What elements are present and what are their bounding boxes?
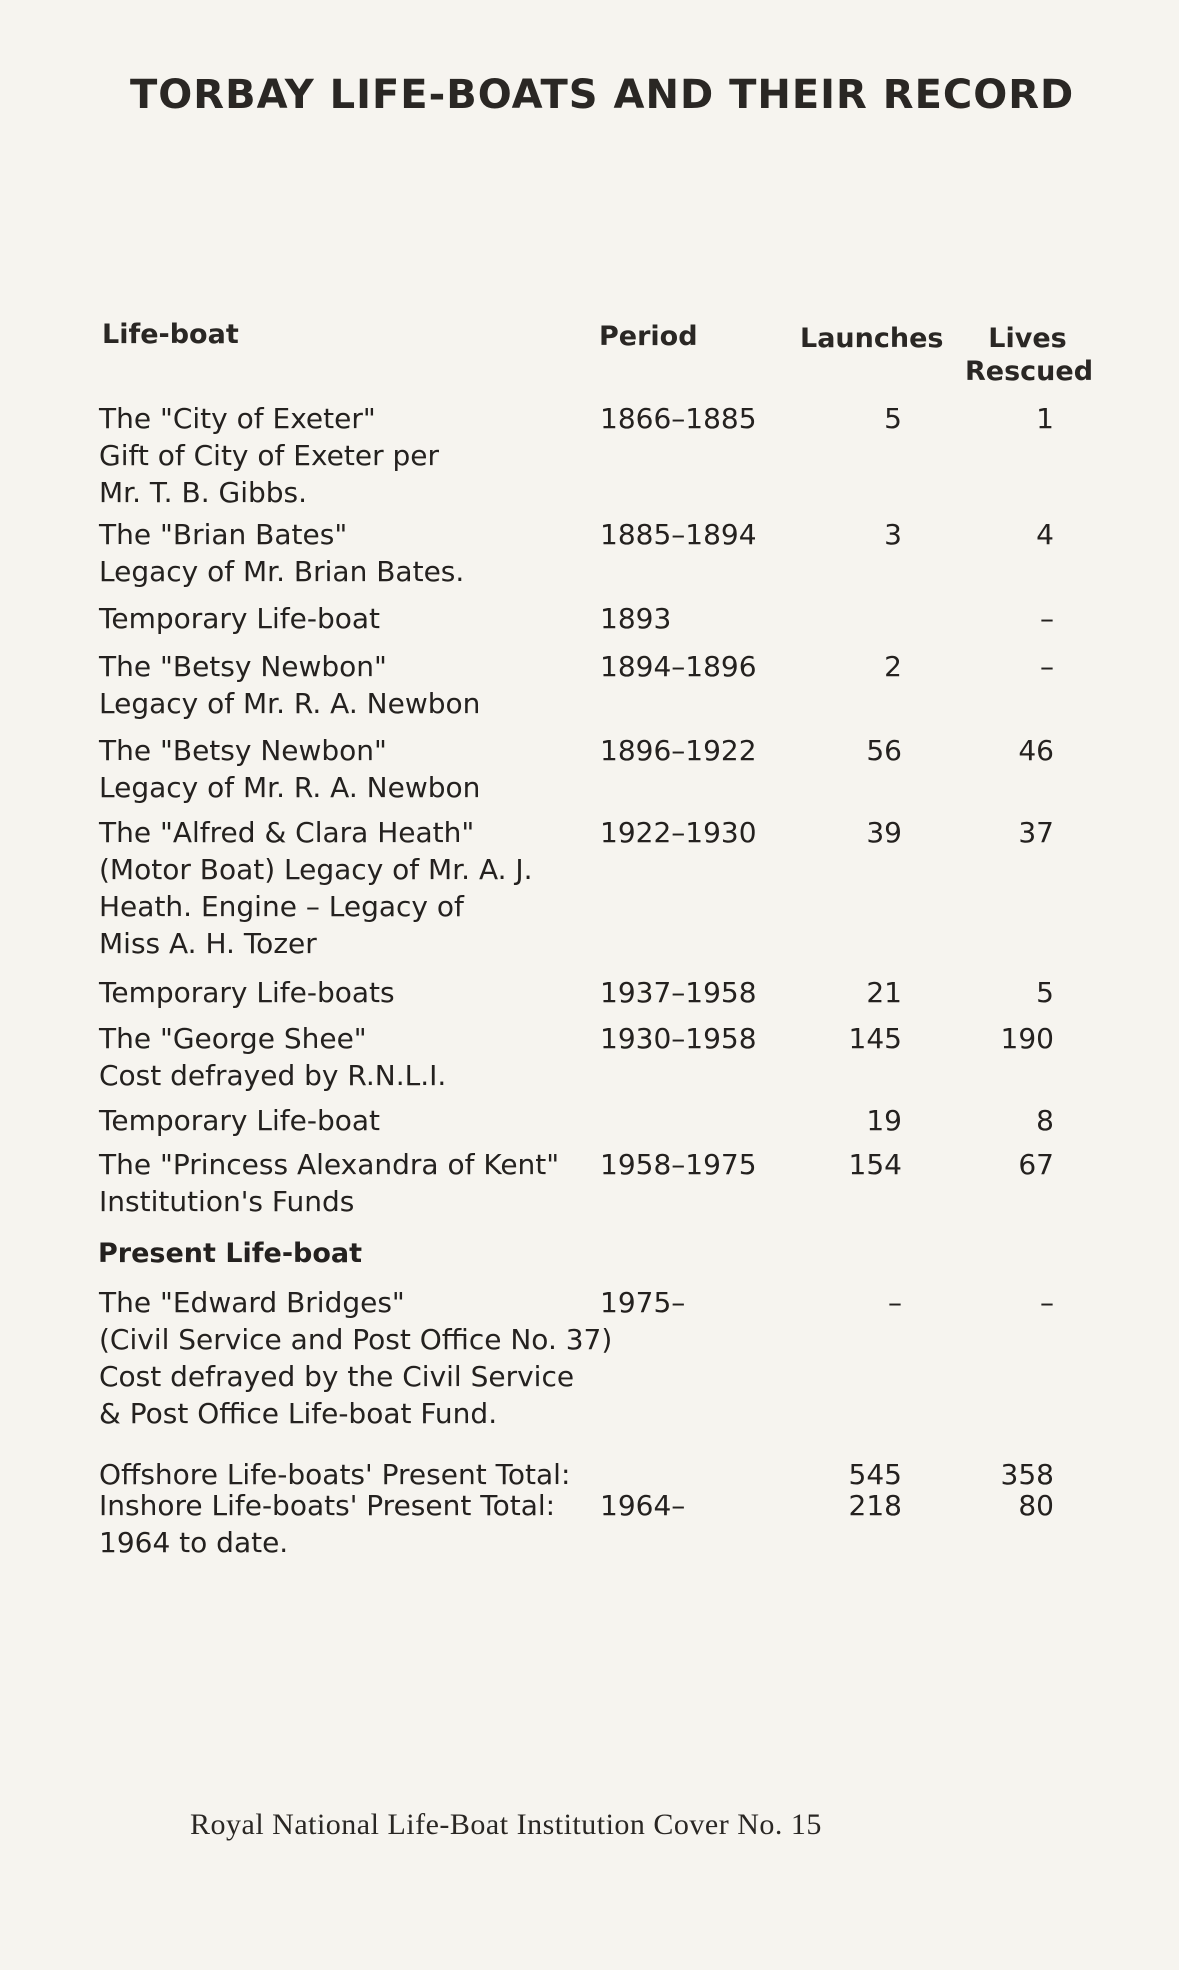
description-line: Inshore Life-boats' Present Total: <box>99 1489 556 1522</box>
description-line: The "George Shee" <box>99 1022 367 1055</box>
description-line: Miss A. H. Tozer <box>99 927 317 960</box>
description-line: The "Betsy Newbon" <box>99 734 387 767</box>
lives-rescued-cell: 358 <box>1000 1458 1054 1491</box>
header-lifeboat: Life-boat <box>102 319 239 350</box>
description-line: Temporary Life-boat <box>99 602 381 635</box>
lives-rescued-cell: 67 <box>1018 1148 1054 1181</box>
description-line: The "Brian Bates" <box>99 518 348 551</box>
lives-rescued-cell: 46 <box>1018 734 1054 767</box>
description-line: Cost defrayed by R.N.L.I. <box>99 1059 447 1092</box>
lifeboat-description <box>99 1102 380 1139</box>
lives-rescued-cell: 37 <box>1018 816 1054 849</box>
header-launches: Launches <box>800 323 944 354</box>
launches-cell: 5 <box>884 402 902 435</box>
lifeboat-description <box>99 1284 612 1432</box>
description-line: Legacy of Mr. R. A. Newbon <box>99 771 481 804</box>
period-cell: 1937–1958 <box>600 976 757 1009</box>
description-line: Cost defrayed by the Civil Service <box>99 1360 575 1393</box>
lives-rescued-cell: – <box>1040 602 1054 635</box>
lives-rescued-cell: – <box>1040 1286 1054 1319</box>
description-line: The "Edward Bridges" <box>99 1286 405 1319</box>
description-line: Mr. T. B. Gibbs. <box>99 476 308 509</box>
header-lives-line1: Lives <box>988 323 1067 354</box>
lives-rescued-cell: 80 <box>1018 1489 1054 1522</box>
launches-cell: 545 <box>848 1458 902 1491</box>
lifeboat-description <box>99 1020 446 1094</box>
period-cell: 1975– <box>600 1286 686 1319</box>
lives-rescued-cell: 5 <box>1036 976 1054 1009</box>
launches-cell: 3 <box>884 518 902 551</box>
description-line: & Post Office Life-boat Fund. <box>99 1397 498 1430</box>
lifeboat-description <box>99 814 533 962</box>
description-line: Temporary Life-boats <box>99 976 395 1009</box>
launches-cell: 56 <box>866 734 902 767</box>
launches-cell: 154 <box>848 1148 902 1181</box>
description-line: (Civil Service and Post Office No. 37) <box>99 1323 613 1356</box>
period-cell: 1893 <box>600 602 672 635</box>
description-line: The "City of Exeter" <box>99 402 376 435</box>
description-line: The "Princess Alexandra of Kent" <box>99 1148 560 1181</box>
lifeboat-description <box>99 648 480 722</box>
lives-rescued-cell: 190 <box>1000 1022 1054 1055</box>
description-line: 1964 to date. <box>99 1526 289 1559</box>
launches-cell: 39 <box>866 816 902 849</box>
lives-rescued-cell: 4 <box>1036 518 1054 551</box>
lives-rescued-cell: – <box>1040 650 1054 683</box>
present-lifeboat-heading: Present Life-boat <box>98 1238 363 1269</box>
description-line: Gift of City of Exeter per <box>99 439 440 472</box>
launches-cell: 218 <box>848 1489 902 1522</box>
period-cell: 1896–1922 <box>600 734 757 767</box>
lifeboat-description <box>99 516 464 590</box>
header-period: Period <box>599 321 698 352</box>
header-lives-line2: Rescued <box>965 356 1094 387</box>
period-cell: 1964– <box>600 1489 686 1522</box>
launches-cell: 19 <box>866 1104 902 1137</box>
description-line: Offshore Life-boats' Present Total: <box>99 1458 571 1491</box>
launches-cell: – <box>888 1286 902 1319</box>
description-line: The "Betsy Newbon" <box>99 650 387 683</box>
lifeboat-description <box>99 600 380 637</box>
period-cell: 1922–1930 <box>600 816 757 849</box>
description-line: Temporary Life-boat <box>99 1104 381 1137</box>
launches-cell: 145 <box>848 1022 902 1055</box>
page-title: TORBAY LIFE-BOATS AND THEIR RECORD <box>130 72 1075 118</box>
lifeboat-description <box>99 974 395 1011</box>
launches-cell: 2 <box>884 650 902 683</box>
lifeboat-description <box>99 400 439 511</box>
description-line: The "Alfred & Clara Heath" <box>99 816 475 849</box>
lifeboat-description <box>99 1487 555 1561</box>
lifeboat-description <box>99 1146 559 1220</box>
period-cell: 1866–1885 <box>600 402 757 435</box>
description-line: Legacy of Mr. Brian Bates. <box>99 555 465 588</box>
lives-rescued-cell: 1 <box>1036 402 1054 435</box>
header-lives-rescued <box>965 322 1094 388</box>
period-cell: 1894–1896 <box>600 650 757 683</box>
period-cell: 1885–1894 <box>600 518 757 551</box>
period-cell: 1930–1958 <box>600 1022 757 1055</box>
description-line: Legacy of Mr. R. A. Newbon <box>99 687 481 720</box>
lifeboat-description <box>99 732 480 806</box>
description-line: (Motor Boat) Legacy of Mr. A. J. <box>99 853 533 886</box>
lives-rescued-cell: 8 <box>1036 1104 1054 1137</box>
launches-cell: 21 <box>866 976 902 1009</box>
footer-caption: Royal National Life-Boat Institution Cover No. 15 <box>190 1808 822 1841</box>
period-cell: 1958–1975 <box>600 1148 757 1181</box>
description-line: Heath. Engine – Legacy of <box>99 890 464 923</box>
description-line: Institution's Funds <box>99 1185 355 1218</box>
